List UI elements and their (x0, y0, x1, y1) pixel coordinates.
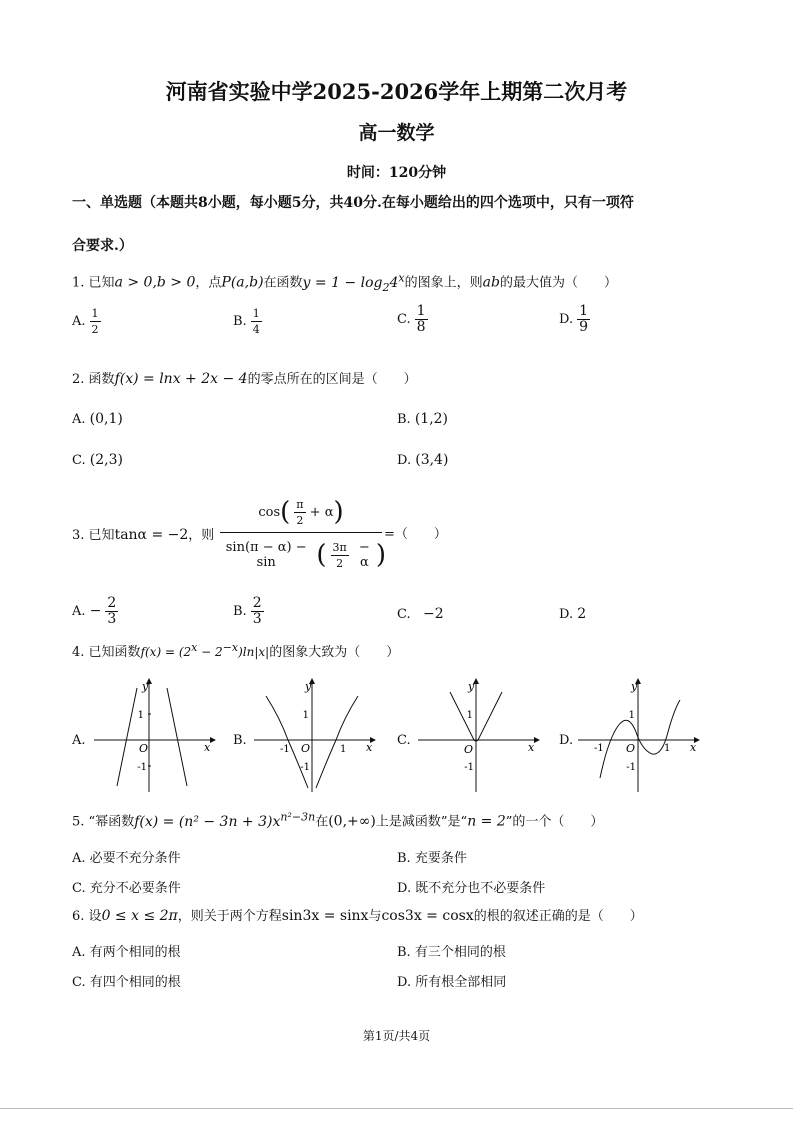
option-label: A. (72, 314, 86, 329)
exam-time: 时间：120分钟 (346, 165, 447, 181)
option-value: (3,4) (415, 452, 449, 468)
math-condition: a > 0,b > 0 (114, 274, 196, 291)
question-text: 的图象上，则 (404, 275, 483, 291)
question-4 (72, 639, 399, 662)
q3-option-d[interactable] (559, 606, 586, 622)
math-function: f(x) = lnx + 2x − 4 (114, 371, 248, 387)
q2-option-b[interactable] (397, 411, 448, 427)
option-text: 充分不必要条件 (89, 881, 181, 896)
q5-option-d[interactable] (397, 877, 545, 896)
func-tail: 4 (389, 274, 399, 291)
func-main: y = 1 − log (302, 274, 383, 291)
paren-right: ) (375, 540, 386, 570)
question-text: 设 (88, 909, 102, 924)
math-function (134, 810, 316, 830)
frac-den: 2 (336, 556, 344, 570)
origin-label: O (626, 742, 636, 755)
question-3 (72, 526, 214, 545)
option-label: D. (397, 453, 412, 468)
tick-label-1: 1 (466, 710, 473, 721)
option-value: (2,3) (89, 452, 123, 468)
question-text: 的零点所在的区间是（ ） (247, 372, 417, 387)
option-text: 所有根全部相同 (415, 975, 507, 990)
question-text: ，则 (188, 528, 215, 543)
x-tick-1: 1 (340, 744, 347, 755)
option-label: A. (72, 945, 86, 960)
q6-option-c[interactable] (72, 971, 181, 990)
q5-option-a[interactable] (72, 847, 181, 866)
option-label: D. (559, 312, 574, 327)
q6-option-a[interactable] (72, 941, 181, 960)
option-label: A. (72, 851, 86, 866)
q3-option-c[interactable] (397, 606, 444, 622)
x-label: x (528, 741, 535, 754)
frac-den: 3 (252, 611, 262, 627)
question-2 (72, 370, 417, 389)
curve (600, 700, 680, 778)
frac-den: 3 (107, 611, 117, 627)
y-label: y (142, 680, 149, 693)
option-fraction (415, 304, 428, 335)
question-number: 2. (72, 372, 85, 387)
option-label: C. (72, 881, 86, 896)
option-value: (1,2) (414, 411, 449, 427)
fraction-denominator (216, 533, 386, 577)
question-number: 4. (72, 645, 85, 660)
option-fraction (251, 596, 264, 627)
page-footer: 第1页/共4页 (362, 1029, 431, 1043)
y-label: y (468, 680, 475, 693)
curve-right (316, 696, 358, 788)
fraction-numerator (216, 492, 386, 532)
frac-den: 2 (91, 323, 99, 336)
q6-option-d[interactable] (397, 971, 506, 990)
subject-title: 高一数学 (358, 122, 435, 144)
option-fraction (251, 306, 262, 337)
question-text: 已知函数 (88, 645, 141, 660)
q3-option-a[interactable] (72, 596, 118, 627)
q5-option-c[interactable] (72, 877, 181, 896)
question-1 (72, 269, 617, 296)
q4-option-c-label[interactable]: C. (397, 733, 411, 748)
question-number: 5. (72, 814, 85, 830)
option-text: 有四个相同的根 (89, 975, 181, 990)
func-tail: )ln|x| (238, 645, 270, 659)
math-equation-1: sin3x = sinx (281, 908, 369, 924)
func-main: f(x) = (n² − 3n + 3)x (134, 813, 281, 830)
option-text: 既不充分也不必要条件 (415, 881, 546, 896)
q6-option-b[interactable] (397, 941, 506, 960)
num-pre: cos (258, 504, 281, 520)
frac-den: 8 (416, 319, 426, 335)
q2-option-a[interactable] (72, 411, 123, 427)
question-number: 6. (72, 909, 85, 924)
frac-num: 1 (91, 307, 99, 320)
q4-option-a-label[interactable]: A. (72, 733, 86, 748)
q4-option-d-label[interactable]: D. (559, 733, 574, 748)
frac-num: π (296, 497, 304, 511)
func-sup: x (398, 271, 405, 284)
section-heading-line1: 一、单选题（本题共8小题，每小题5分，共40分.在每小题给出的四个选项中，只有一项符 (72, 195, 634, 211)
3pi-over-2 (331, 540, 349, 571)
paren-left: ( (280, 497, 291, 527)
option-label: D. (397, 975, 412, 990)
frac-den: 9 (579, 319, 589, 335)
option-sign: − (89, 603, 102, 619)
paren-right: ) (333, 497, 344, 527)
page-bottom-divider (0, 1108, 793, 1109)
option-value: −2 (423, 606, 444, 622)
option-label: B. (397, 945, 411, 960)
question-text: 已知 (88, 528, 115, 543)
tick-label-neg1: -1 (137, 762, 147, 773)
math-function (140, 641, 270, 659)
curve-left (117, 688, 137, 786)
frac-num: 1 (579, 303, 589, 319)
option-label: A. (72, 604, 86, 619)
curve-right (167, 688, 187, 786)
question-text: 的图象大致为（ ） (269, 645, 400, 660)
math-equation-2: cos3x = cosx (381, 908, 474, 924)
paren-left: ( (316, 540, 327, 570)
x-label: x (366, 741, 373, 754)
option-fraction (90, 306, 101, 337)
tick-label-neg1: -1 (464, 762, 474, 773)
question-text: 已知 (88, 275, 115, 291)
math-point: P(a,b) (221, 274, 264, 291)
option-fraction (577, 304, 590, 335)
math-interval: (0,+∞) (328, 813, 376, 830)
option-text: 有三个相同的根 (414, 945, 506, 960)
q4-option-b-label[interactable]: B. (233, 733, 247, 748)
q1-option-b[interactable] (233, 306, 262, 337)
option-label: D. (559, 607, 574, 622)
func-sup: x (191, 641, 198, 654)
question-number: 3. (72, 528, 85, 543)
num-post: + α (309, 504, 334, 520)
origin-label: O (139, 742, 149, 755)
question-text: 上是减函数”是“ (375, 814, 468, 830)
frac-num: 1 (416, 303, 426, 319)
den-post: − α (358, 540, 370, 570)
q2-option-d[interactable] (397, 452, 448, 468)
x-label: x (204, 741, 211, 754)
option-fraction (105, 596, 118, 627)
section-heading-line2: 合要求.） (72, 238, 133, 254)
question-6 (72, 907, 643, 926)
frac-den: 2 (296, 513, 304, 527)
tick-label-1: 1 (302, 710, 309, 721)
tick-label-1: 1 (137, 710, 144, 721)
origin-label: O (464, 743, 474, 756)
func-main: f(x) = (2 (140, 645, 192, 659)
option-label: C. (72, 453, 86, 468)
func-sup: −x (222, 641, 239, 654)
question-text: 的根的叙述正确的是（ ） (473, 909, 643, 924)
option-value: (0,1) (89, 411, 123, 427)
question-text: 在函数 (263, 275, 303, 291)
math-condition: n = 2 (467, 813, 506, 830)
question-text: ”的一个（ ） (505, 814, 604, 830)
pi-over-2 (294, 497, 305, 528)
option-label: B. (397, 412, 411, 427)
math-condition: tanα = −2 (114, 527, 189, 543)
tick-label-neg1: -1 (626, 762, 636, 773)
option-label: C. (397, 312, 411, 327)
origin-label: O (301, 742, 311, 755)
option-label: B. (233, 314, 247, 329)
question-5 (72, 808, 603, 832)
frac-num: 1 (252, 307, 260, 320)
x-tick-neg1: -1 (594, 743, 604, 754)
graph-d[interactable] (576, 676, 700, 794)
frac-den: 4 (252, 323, 260, 336)
func-sup: n²−3n (280, 810, 316, 823)
exam-title: 河南省实验中学2025-2026学年上期第二次月考 (165, 79, 628, 104)
option-label: D. (397, 881, 412, 896)
option-label: C. (72, 975, 86, 990)
option-label: B. (233, 604, 247, 619)
math-range: 0 ≤ x ≤ 2π (101, 908, 178, 924)
q1-option-d[interactable] (559, 304, 590, 335)
x-axis-arrow (534, 737, 540, 743)
den-pre: sin(π − α) − sin (225, 540, 307, 570)
q5-option-b[interactable] (397, 847, 467, 866)
q3-big-fraction (216, 492, 386, 577)
question-text: 函数 (88, 372, 115, 387)
tick-label-1: 1 (628, 710, 635, 721)
question-text: 与 (368, 909, 382, 924)
frac-num: 2 (252, 595, 262, 611)
func-mid: − 2 (197, 645, 223, 659)
q3-equals: =（ ） (384, 527, 447, 542)
tick-label-neg1: -1 (300, 762, 310, 773)
question-number: 1. (72, 275, 85, 291)
x-label: x (690, 741, 697, 754)
option-value: 2 (577, 606, 587, 622)
q3-option-b[interactable] (233, 596, 264, 627)
option-label: A. (72, 412, 86, 427)
graph-c[interactable] (416, 676, 540, 794)
graph-b[interactable] (252, 676, 376, 794)
math-function (302, 271, 405, 294)
graph-a[interactable] (92, 676, 216, 794)
func-sub: 2 (382, 280, 390, 294)
option-label: B. (397, 851, 411, 866)
question-text: 的最大值为（ ） (499, 275, 617, 291)
question-text: “幂函数 (88, 814, 135, 830)
option-text: 有两个相同的根 (89, 945, 181, 960)
y-label: y (305, 680, 312, 693)
q1-option-a[interactable] (72, 306, 101, 337)
q1-option-c[interactable] (397, 304, 428, 335)
option-text: 充要条件 (414, 851, 467, 866)
question-text: ，点 (195, 275, 222, 291)
frac-num: 3π (332, 540, 347, 554)
x-tick-neg1: -1 (280, 744, 290, 755)
frac-num: 2 (107, 595, 117, 611)
option-label: C. (397, 607, 411, 622)
x-axis-arrow (210, 737, 216, 743)
option-text: 必要不充分条件 (89, 851, 181, 866)
question-text: 在 (315, 814, 329, 830)
x-tick-1: 1 (664, 743, 671, 754)
math-ab: ab (482, 274, 500, 291)
q2-option-c[interactable] (72, 452, 123, 468)
question-text: ，则关于两个方程 (177, 909, 282, 924)
y-label: y (631, 680, 638, 693)
